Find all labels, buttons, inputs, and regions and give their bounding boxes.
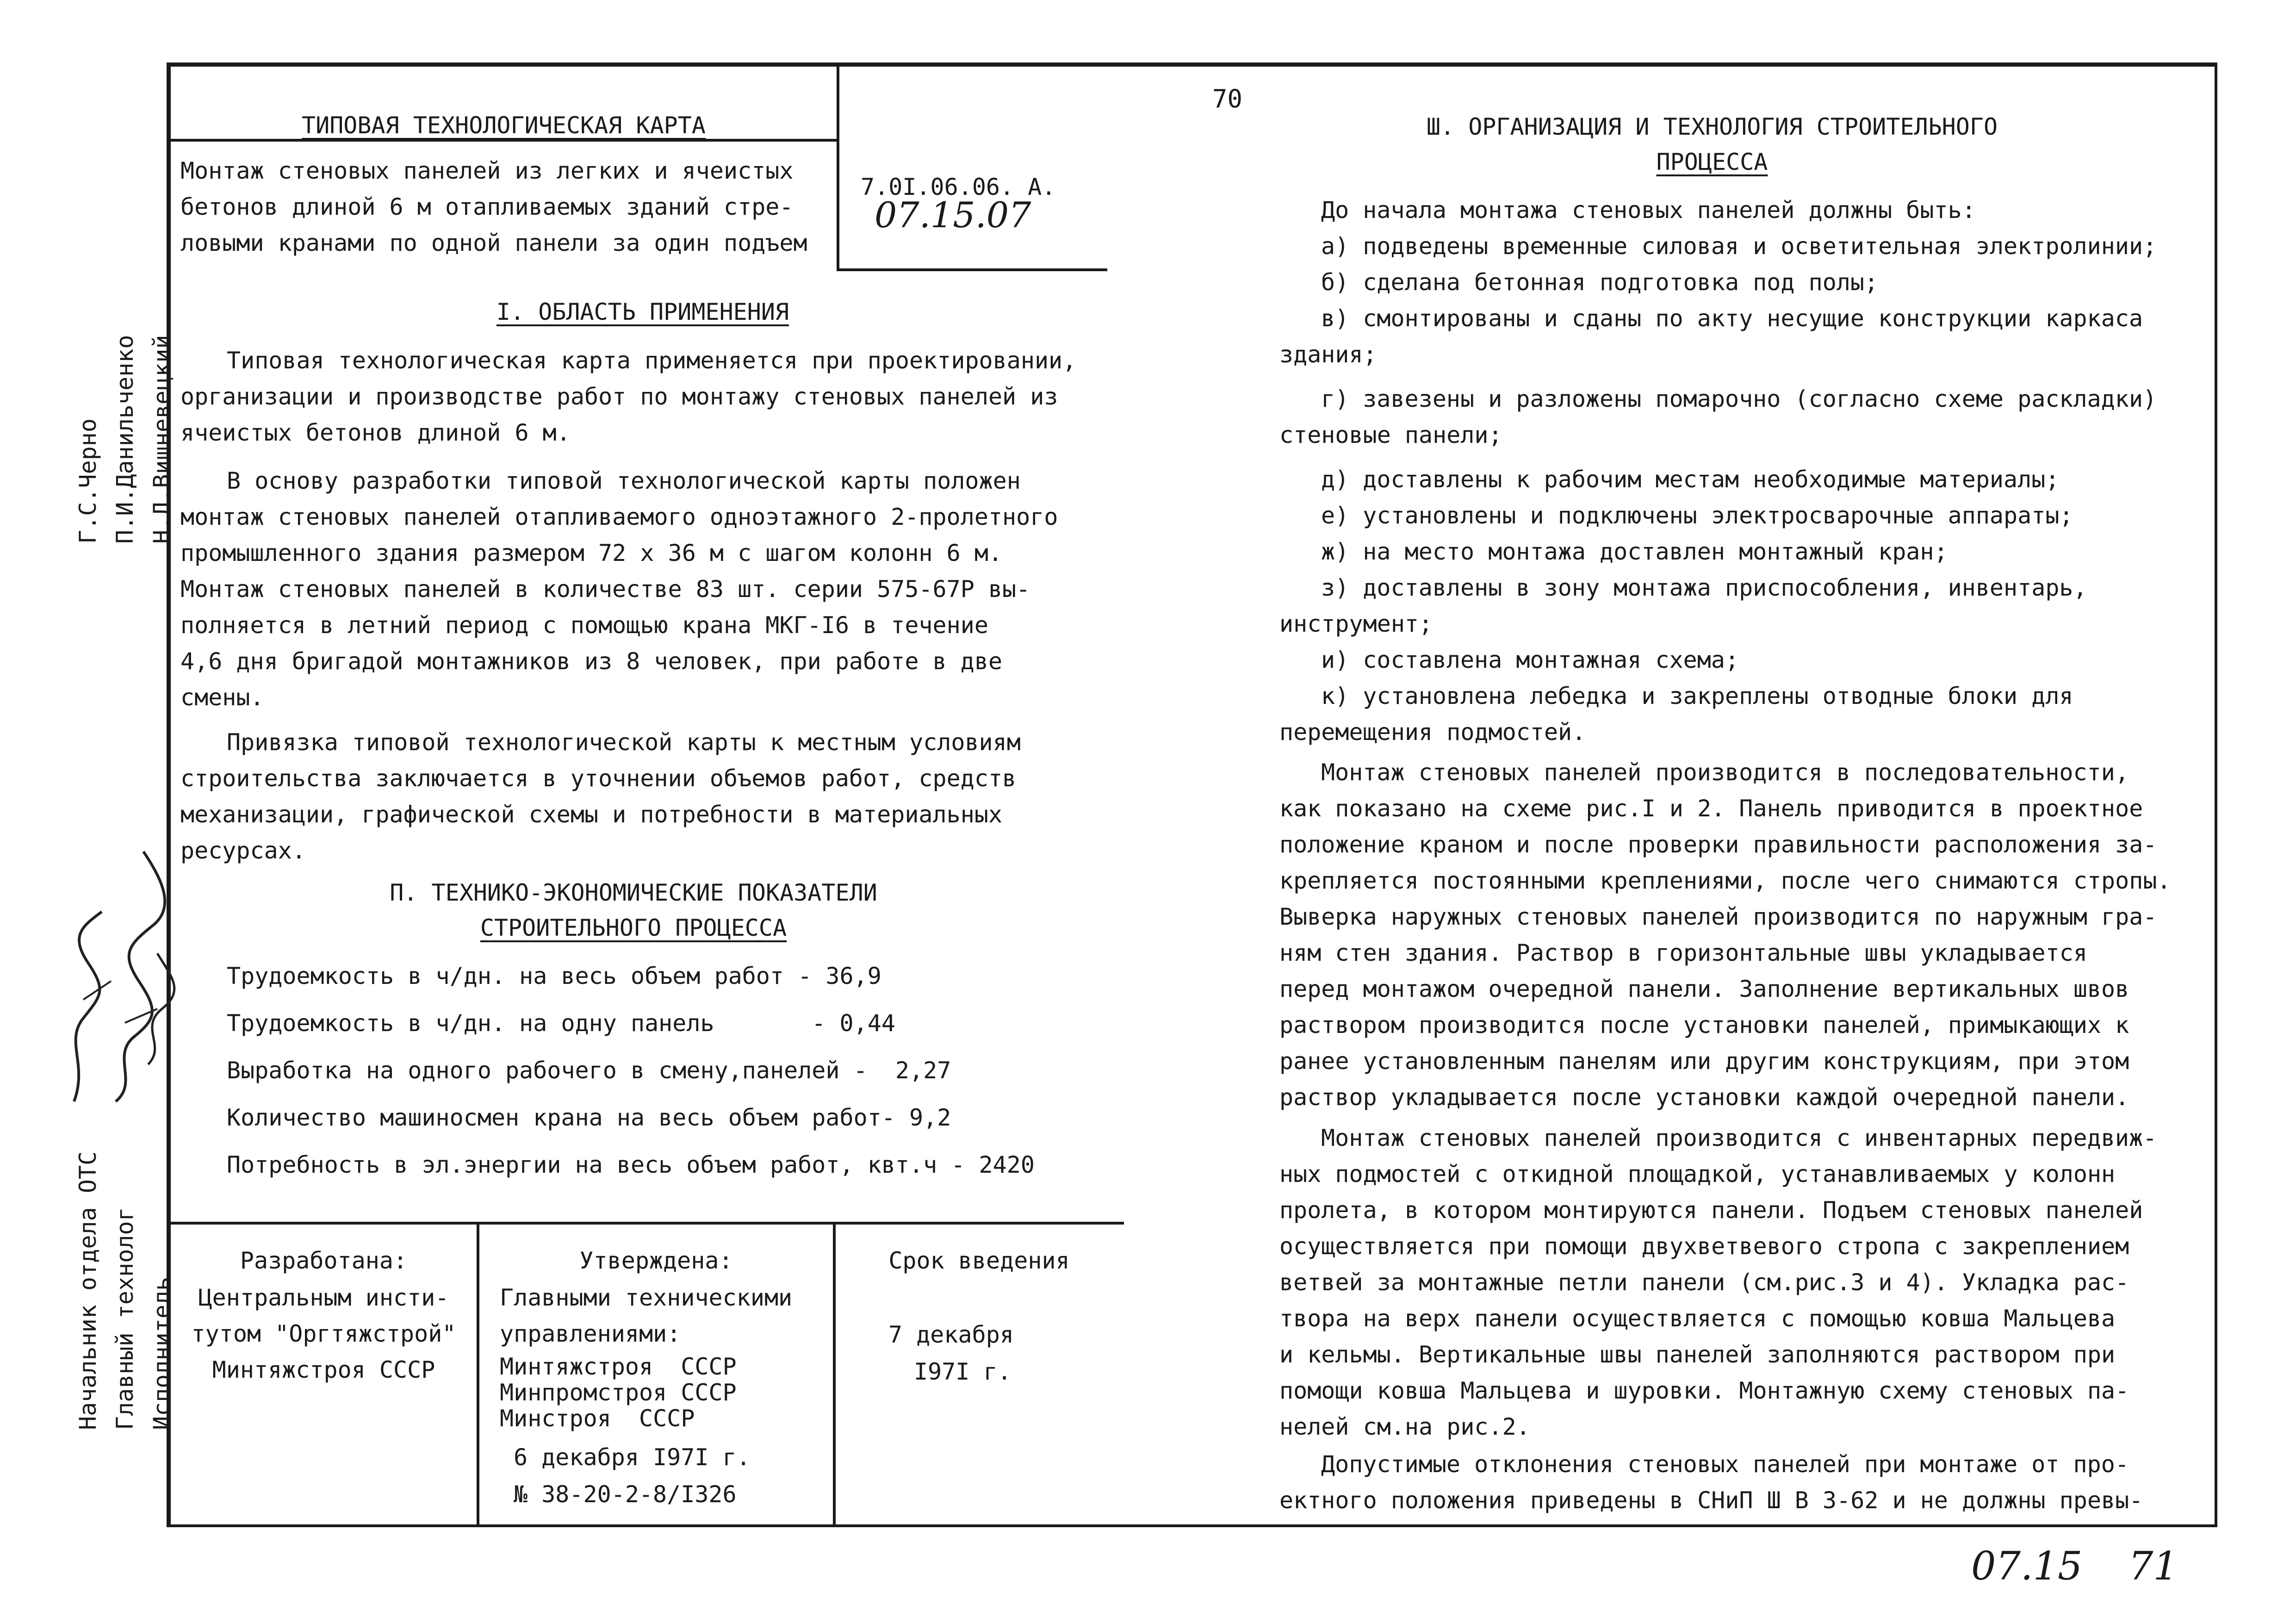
section1-paragraph-2	[180, 463, 1058, 715]
text-line: пролета, в котором монтируются панели. Подъем стеновых панелей	[1279, 1197, 2143, 1224]
text-line: организации и производстве работ по монтажу стеновых панелей из	[180, 383, 1058, 410]
text-line: Минпромстроя СССР	[500, 1379, 737, 1406]
section3-paragraph-1	[1279, 754, 2171, 1115]
approved-by	[500, 1280, 792, 1352]
text-line: ных подмостей с откидной площадкой, устанавливаемых у колонн	[1279, 1161, 2116, 1188]
text-line: перед монтажом очередной панели. Заполнение вертикальных швов	[1279, 976, 2129, 1002]
section3-intro: До начала монтажа стеновых панелей должны быть:	[1321, 197, 1976, 224]
indicator-row: Количество машиносмен крана на весь объем работ- 9,2	[227, 1104, 951, 1131]
list-item: а) подведены временные силовая и осветительная электролинии;	[1321, 233, 2157, 260]
text-line: смены.	[180, 684, 264, 711]
section3-paragraph-2	[1279, 1120, 2157, 1445]
effective-date-line2: I97I г.	[914, 1358, 1011, 1385]
text-line: 4,6 дня бригадой монтажников из 8 человек, при работе в две	[180, 648, 1003, 675]
header-title: ТИПОВАЯ ТЕХНОЛОГИЧЕСКАЯ КАРТА	[302, 112, 706, 139]
text-line: ням стен здания. Раствор в горизонтальные швы укладывается	[1279, 939, 2087, 966]
text-line: раствор укладывается после установки каждой очередной панели.	[1279, 1084, 2129, 1111]
text-line: Монтаж стеновых панелей в количестве 83 шт. серии 575-67Р вы-	[180, 576, 1030, 603]
text-line: Допустимые отклонения стеновых панелей при монтаже от про-	[1321, 1451, 2129, 1478]
list-item: б) сделана бетонная подготовка под полы;	[1321, 269, 1879, 296]
developed-by	[171, 1280, 477, 1388]
text-line: механизации, графической схемы и потребности в материальных	[180, 801, 1003, 828]
approved-number: № 38-20-2-8/I326	[514, 1481, 737, 1508]
text-line: Привязка типовой технологической карты к местным условиям	[227, 729, 1021, 756]
approved-date: 6 декабря I97I г.	[514, 1444, 751, 1471]
list-item: г) завезены и разложены помарочно (согласно схеме раскладки)	[1321, 386, 2157, 412]
section1-paragraph-1	[180, 342, 1076, 451]
header-description-line: Монтаж стеновых панелей из легких и ячеистых	[180, 157, 794, 184]
text-line: управлениями:	[500, 1320, 681, 1347]
text-line: строительства заключается в уточнении объемов работ, средств	[180, 765, 1017, 792]
text-line: ектного положения приведены в СНиП Ш В 3-62 и не должны превы-	[1279, 1487, 2143, 1514]
text-line: Типовая технологическая карта применяется при проектировании,	[227, 347, 1077, 374]
section1-paragraph-3	[180, 724, 1021, 869]
text-line: ветвей за монтажные петли панели (см.рис.3 и 4). Укладка рас-	[1279, 1269, 2129, 1296]
list-item: здания;	[1279, 341, 1377, 368]
section3-heading-line1: Ш. ОРГАНИЗАЦИЯ И ТЕХНОЛОГИЯ СТРОИТЕЛЬНОГО	[1426, 113, 1998, 140]
indicator-row: Трудоемкость в ч/дн. на одну панель - 0,44	[227, 1010, 895, 1037]
text-line: монтаж стеновых панелей отапливаемого одноэтажного 2-пролетного	[180, 504, 1058, 530]
bottom-handwritten-code: 07.15	[1971, 1543, 2083, 1589]
text-line: Минтяжстроя СССР	[500, 1353, 737, 1380]
text-line: раствором производится после установки панелей, примыкающих к	[1279, 1012, 2129, 1038]
effective-date-line1: 7 декабря	[888, 1321, 1014, 1348]
text-line: Монтаж стеновых панелей производится с инвентарных передвиж-	[1321, 1125, 2157, 1151]
text-line: как показано на схеме рис.I и 2. Панель приводится в проектное	[1279, 795, 2143, 822]
header-description-line: ловыми кранами по одной панели за один подъем	[180, 230, 807, 256]
indicator-row: Трудоемкость в ч/дн. на весь объем работ - 36,9	[227, 963, 881, 989]
section2-heading-line2: СТРОИТЕЛЬНОГО ПРОЦЕССА	[480, 914, 787, 941]
text-line: тутом "Оргтяжстрой"	[191, 1320, 456, 1347]
list-item: инструмент;	[1279, 610, 1433, 637]
section3-prerequisites	[1279, 228, 2157, 750]
text-line: Центральным инсти-	[198, 1284, 449, 1311]
text-line: Минтяжстроя СССР	[212, 1356, 435, 1383]
staff-position-1: Начальник отдела ОТС	[74, 1151, 101, 1430]
text-line: Минстроя СССР	[500, 1405, 695, 1432]
handwritten-code: 07.15.07	[875, 194, 1031, 236]
staff-position-2: Главный технолог	[112, 1207, 138, 1430]
text-line: ранее установленным панелям или другим конструкциям, при этом	[1279, 1048, 2129, 1075]
list-item: перемещения подмостей.	[1279, 719, 1586, 746]
list-item: к) установлена лебедка и закреплены отводные блоки для	[1321, 683, 2073, 709]
text-line: промышленного здания размером 72 х 36 м с шагом колонн 6 м.	[180, 540, 1003, 566]
list-item: е) установлены и подключены электросварочные аппараты;	[1321, 502, 2073, 529]
text-line: твора на верх панели осуществляется с помощью ковша Мальцева	[1279, 1305, 2116, 1332]
bottom-handwritten-page: 71	[2128, 1543, 2178, 1589]
page-number-top: 70	[1212, 84, 1243, 113]
text-line: полняется в летний период с помощью крана МКГ-I6 в течение	[180, 612, 988, 639]
text-line: ячеистых бетонов длиной 6 м.	[180, 419, 571, 446]
staff-name-2: П.И.Данильченко	[112, 335, 138, 544]
header-divider	[837, 62, 839, 271]
header-description	[180, 153, 807, 261]
text-line: положение краном и после проверки правильности расположения за-	[1279, 831, 2157, 858]
text-line: Главными техническими	[500, 1284, 793, 1311]
footer-table-top-rule	[171, 1222, 1124, 1225]
list-item: стеновые панели;	[1279, 422, 1502, 448]
list-item: ж) на место монтажа доставлен монтажный кран;	[1321, 538, 1948, 565]
text-line: Монтаж стеновых панелей производится в последовательности,	[1321, 759, 2129, 786]
text-line: Выверка наружных стеновых панелей производится по наружным гра-	[1279, 903, 2157, 930]
text-line: и кельмы. Вертикальные швы панелей заполняются раствором при	[1279, 1341, 2116, 1368]
list-item: з) доставлены в зону монтажа приспособления, инвентарь,	[1321, 574, 2087, 601]
text-line: осуществляется при помощи двухветвевого стропа с закреплением	[1279, 1233, 2129, 1260]
section3-heading-line2: ПРОЦЕССА	[1656, 149, 1768, 175]
text-line: ресурсах.	[180, 837, 306, 864]
text-line: нелей см.на рис.2.	[1279, 1413, 1530, 1440]
staff-name-3: Н.Л.Вишневецкий	[149, 335, 175, 544]
document-code: 7.0I.06.06. А.	[861, 174, 1056, 200]
staff-position-3: Исполнитель	[149, 1276, 175, 1430]
header-code-rule	[837, 268, 1107, 271]
staff-name-1: Г.С.Черно	[74, 418, 101, 544]
list-item: в) смонтированы и сданы по акту несущие конструкции каркаса	[1321, 305, 2143, 332]
list-item: и) составлена монтажная схема;	[1321, 647, 1739, 673]
text-line: крепляется постоянными креплениями, после чего снимаются стропы.	[1279, 867, 2171, 894]
text-line: помощи ковша Мальцева и шуровки. Монтажную схему стеновых па-	[1279, 1377, 2129, 1404]
text-line: В основу разработки типовой технологической карты положен	[227, 467, 1021, 494]
effective-label: Срок введения	[888, 1247, 1070, 1274]
indicator-row: Выработка на одного рабочего в смену,панелей - 2,27	[227, 1057, 951, 1084]
approved-label: Утверждена:	[579, 1247, 733, 1274]
section3-paragraph-3	[1279, 1446, 2143, 1518]
section1-heading: I. ОБЛАСТЬ ПРИМЕНЕНИЯ	[496, 298, 789, 325]
signature-marks	[56, 824, 176, 1120]
header-description-line: бетонов длиной 6 м отапливаемых зданий стре-	[180, 193, 794, 220]
list-item: д) доставлены к рабочим местам необходимые материалы;	[1321, 466, 2060, 493]
approved-ministries	[500, 1354, 737, 1431]
section2-heading-line1: П. ТЕХНИКО-ЭКОНОМИЧЕСКИЕ ПОКАЗАТЕЛИ	[390, 879, 877, 906]
section2-indicators	[227, 958, 1035, 1183]
indicator-row: Потребность в эл.энергии на весь объем работ, квт.ч - 2420	[227, 1151, 1035, 1178]
developed-label: Разработана:	[240, 1247, 408, 1274]
